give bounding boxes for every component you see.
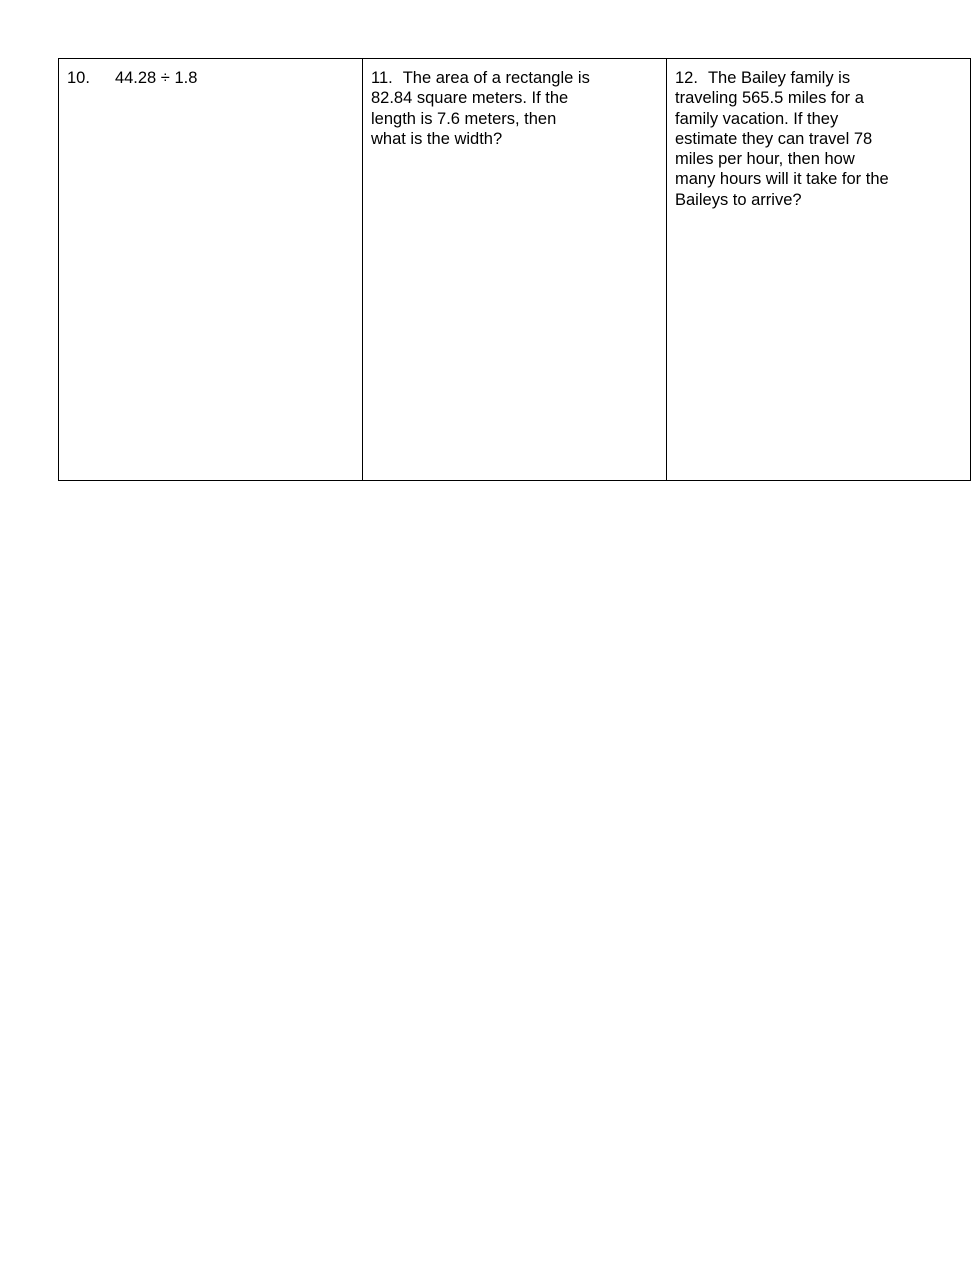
problem-11-line: what is the width? <box>371 129 503 148</box>
problem-table <box>58 58 971 481</box>
problem-12-line: traveling 565.5 miles for a <box>675 89 864 108</box>
problem-12-line: many hours will it take for the <box>675 170 889 189</box>
problem-10-expression: 44.28 ÷ 1.8 <box>114 69 198 87</box>
problem-11-cell <box>363 59 667 481</box>
problem-12-line: estimate they can travel 78 <box>675 129 873 148</box>
problem-11-line: 82.84 square meters. If the <box>371 89 569 108</box>
problem-12-number: 12. <box>675 69 698 87</box>
problem-10-number: 10. <box>67 69 90 87</box>
problem-12-line: Baileys to arrive? <box>675 190 802 209</box>
problem-12-line: 12. The Bailey family is <box>675 69 851 87</box>
problem-row <box>59 59 971 481</box>
problem-11-number: 11. <box>371 69 393 87</box>
problem-11-line: 11. The area of a rectangle is <box>371 69 590 87</box>
problem-10-cell <box>59 59 363 481</box>
problem-12-line: family vacation. If they <box>675 109 839 128</box>
problem-12-line: miles per hour, then how <box>675 150 855 169</box>
problem-12-cell <box>667 59 971 481</box>
problem-11-line: length is 7.6 meters, then <box>371 109 557 128</box>
